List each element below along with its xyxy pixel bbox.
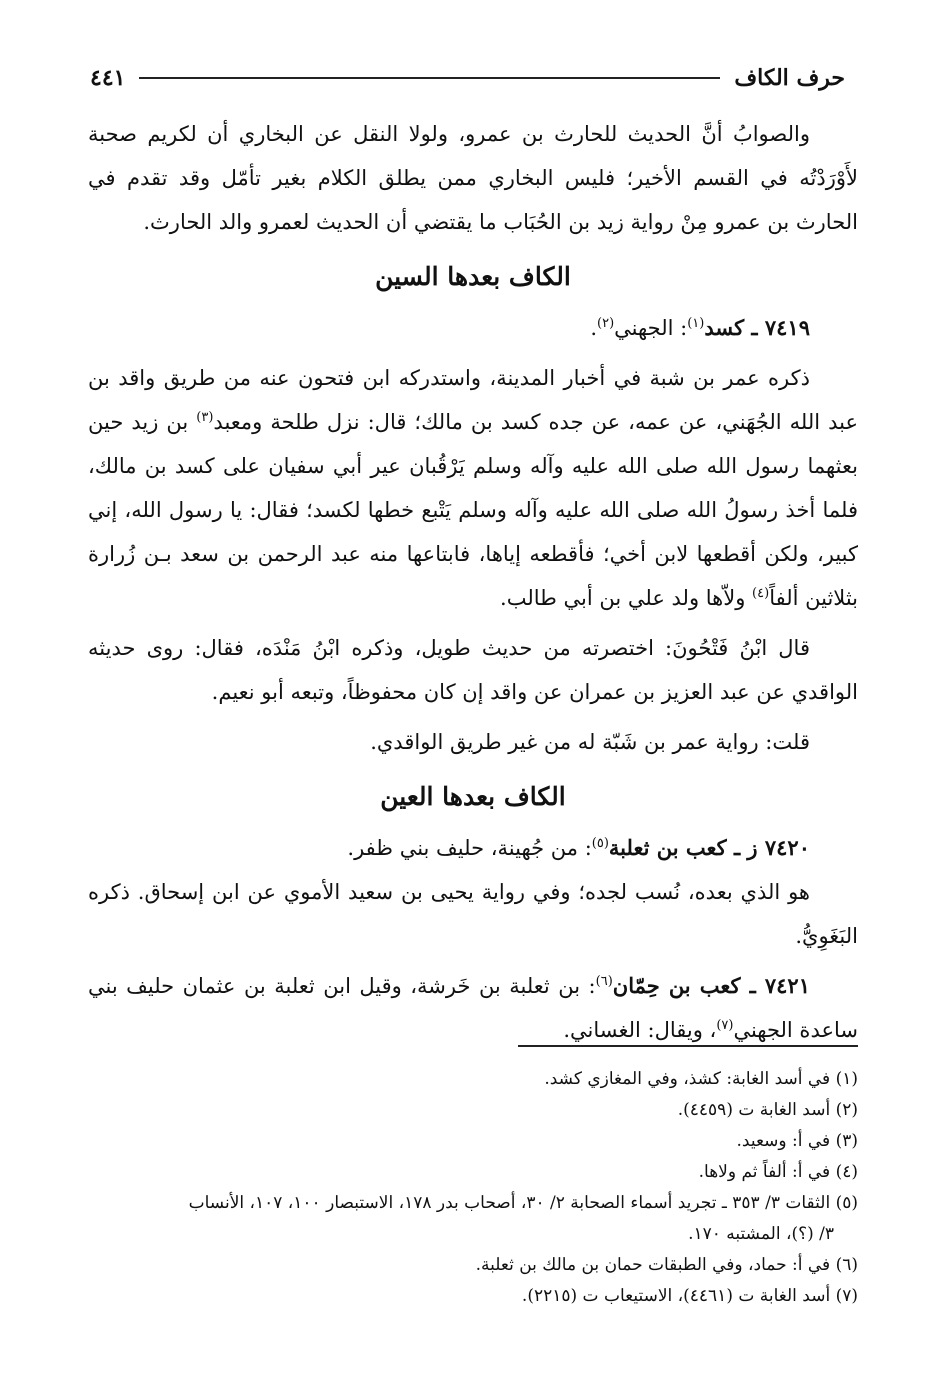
main-text (88, 112, 858, 1052)
section-heading-kaf-sin: الكاف بعدها السين (375, 262, 571, 291)
entry-7421-heading (88, 964, 858, 1052)
entry-7419-heading (88, 306, 858, 350)
footnote-3: (٣) في أ: وسعيد. (736, 1131, 858, 1151)
entry-7420-heading (88, 826, 858, 870)
entry-7419-end: . (590, 316, 597, 340)
entry-7419-p1-text: ذكره عمر بن شبة في أخبار المدينة، واستدركه ابن فتحون عنه من طريق واقد بن عبد الله الجُهَني، عن عمه، عن جده كسد بن مالك؛ قال: نزل طلحة ومعبد (88, 366, 858, 434)
intro-paragraph: والصوابُ أنَّ الحديث للحارث بن عمرو، ولولا النقل عن البخاري أن لكريم صحبة لأَوْرَدْتُه في القسم الأخير؛ فليس البخاري ممن يطلق الكلام بغير تأمّل وقد تقدم في الحارث بن عمرو مِنْ رواية زيد بن الحُبَاب ما يقتضي أن الحديث لعمرو والد الحارث. (88, 122, 858, 234)
footnote-ref-1[interactable]: (١) (687, 316, 705, 331)
footnote-ref-2[interactable]: (٢) (597, 316, 615, 331)
footnote-7: (٧) أسد الغابة ت (٤٤٦١)، الاستيعاب ت (٢٢١٥). (521, 1286, 858, 1306)
footnote-ref-7[interactable]: (٧) (716, 1018, 734, 1033)
footnotes (80, 1064, 858, 1312)
entry-7419-p1c-text: ولاّها ولد علي بن أبي طالب. (500, 586, 753, 610)
footnote-1: (١) في أسد الغابة: كشذ، وفي المغازي كشد. (544, 1069, 858, 1089)
footnote-4: (٤) في أ: ألفاً ثم ولاها. (698, 1162, 858, 1182)
entry-7419-p1b-text: بن زيد حين بعثهما رسول الله صلى الله عليه وآله وسلم يَرْقُبان عير أبي سفيان على كسد بن مالك، فلما أخذ رسولُ الله صلى الله عليه وآله وسلم يَتْبع خطها لكسد؛ فقال: يا رسول الله، إني كبير، ولكن أقطعها لابن أخي؛ فأقطعه إياها، فابتاعها منه عبد الرحمن بن سعد بـن زُرارة بثلاثين ألفاً (88, 410, 858, 610)
entry-7420-paragraph-1: هو الذي بعده، نُسب لجده؛ وفي رواية يحيى بن سعيد الأموي عن ابن إسحاق. ذكره البَغَوِيُّ. (88, 880, 858, 948)
entry-7419-paragraph-2: قال ابْنُ فَتْحُونَ: اختصرته من حديث طويل، وذكره ابْنُ مَنْدَه، فقال: روى حديثه الواقدي عن عبد العزيز بن عمران عن واقد إن كان محفوظاً، وتبعه أبو نعيم. (88, 636, 858, 704)
page-number: ٤٤١ (90, 65, 126, 91)
entry-7421-desc: : بن ثعلبة بن خَرشة، وقيل ابن ثعلبة بن عثمان حليف بني ساعدة الجهني (88, 974, 858, 1042)
entry-7419-title: ٧٤١٩ ـ كسد (704, 315, 810, 340)
footnote-separator (518, 1045, 858, 1047)
entry-7419-paragraph-3: قلت: رواية عمر بن شَبّة له من غير طريق الواقدي. (370, 730, 810, 754)
entry-7419-paragraph-1 (88, 356, 858, 620)
running-header (90, 58, 845, 98)
entry-7419-desc: : الجهني (614, 316, 688, 340)
entry-7421-title: ٧٤٢١ ـ كعب بن حِمّان (612, 973, 810, 998)
footnote-ref-5[interactable]: (٥) (591, 836, 609, 851)
footnote-5-continued: ٣/ (؟)، المشتبه ١٧٠. (688, 1224, 834, 1244)
footnote-ref-3[interactable]: (٣) (196, 410, 214, 425)
chapter-title: حرف الكاف (734, 65, 845, 91)
footnote-ref-6[interactable]: (٦) (595, 974, 613, 989)
entry-7421-end: ، ويقال: الغساني. (563, 1018, 717, 1042)
footnote-ref-4[interactable]: (٤) (752, 586, 770, 601)
footnote-2: (٢) أسد الغابة ت (٤٤٥٩). (677, 1100, 858, 1120)
section-heading-kaf-ayn: الكاف بعدها العين (380, 782, 566, 811)
footnote-5: (٥) الثقات ٣/ ٣٥٣ ـ تجريد أسماء الصحابة ٢/ ٣٠، أصحاب بدر ١٧٨، الاستبصار ١٠٠، ١٠٧، الأنساب (188, 1193, 858, 1213)
header-rule (139, 77, 720, 79)
entry-7420-desc: : من جُهينة، حليف بني ظفر. (347, 836, 592, 860)
footnote-6: (٦) في أ: حماد، وفي الطبقات حمان بن مالك بن ثعلبة. (475, 1255, 858, 1275)
entry-7420-title: ٧٤٢٠ ز ـ كعب بن ثعلبة (608, 835, 810, 860)
